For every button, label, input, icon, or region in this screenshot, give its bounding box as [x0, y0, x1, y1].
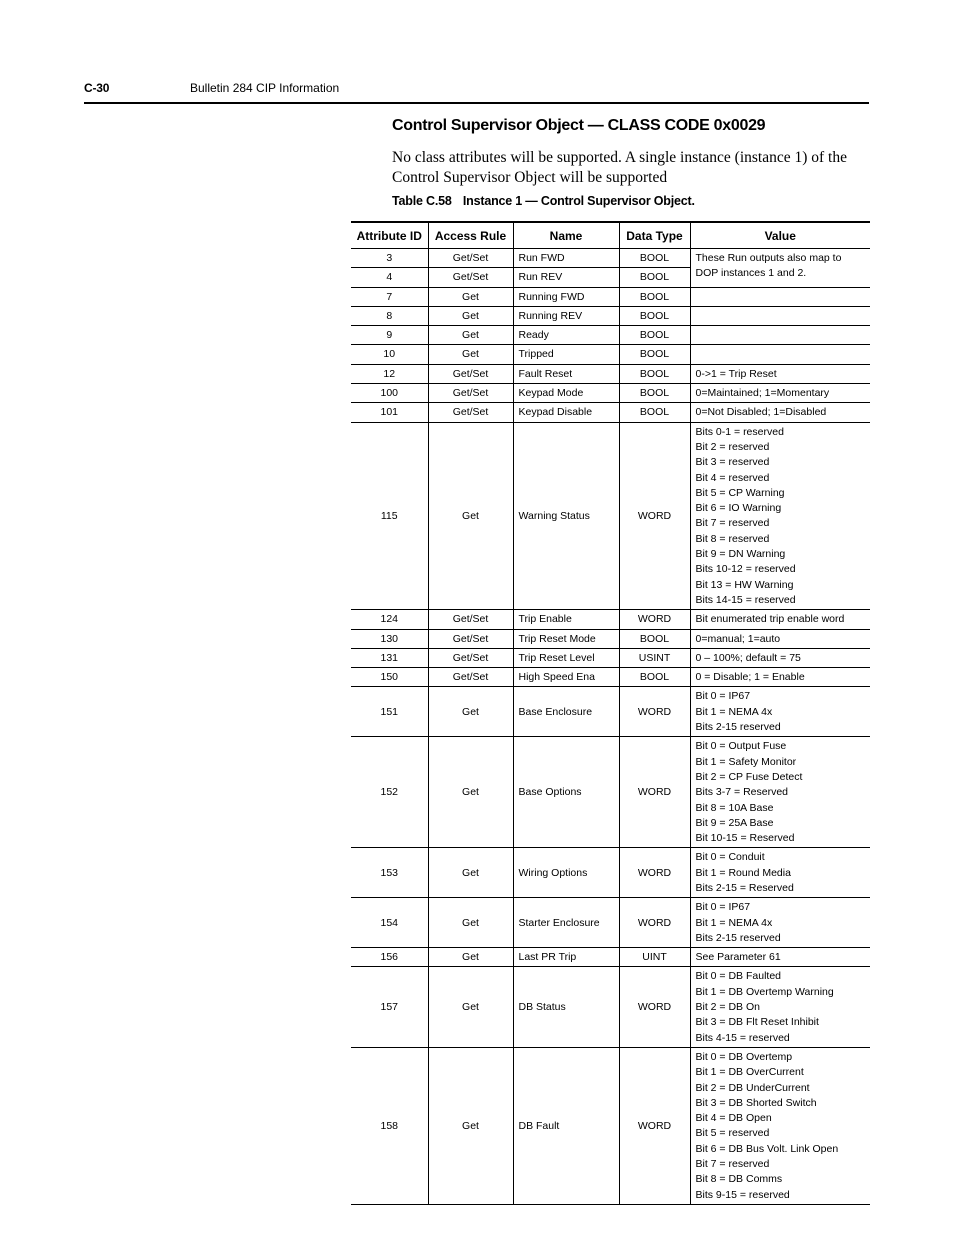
- data-type-cell: BOOL: [619, 268, 690, 287]
- value-line: Bit 3 = DB Flt Reset Inhibit: [695, 1016, 819, 1029]
- table-row: [351, 249, 870, 268]
- value-cell: [690, 422, 870, 610]
- value-line: Bits 9-15 = reserved: [695, 1188, 790, 1201]
- value-line: Bit 2 = reserved: [695, 440, 770, 453]
- access-rule-cell: Get: [428, 848, 513, 898]
- value-cell: [690, 948, 870, 967]
- section-title: Control Supervisor Object — CLASS CODE 0x0029: [392, 117, 766, 134]
- table-row: [351, 610, 870, 629]
- table-caption-label: Table C.58: [392, 194, 452, 208]
- table-caption: [392, 194, 695, 208]
- value-line: Bit 1 = NEMA 4x: [695, 916, 773, 929]
- data-type-cell: WORD: [619, 687, 690, 737]
- attribute-table: [351, 221, 870, 1205]
- page-number: C-30: [84, 81, 110, 95]
- value-line: Bit 3 = DB Shorted Switch: [695, 1096, 817, 1109]
- attribute-id-cell: 9: [351, 326, 428, 345]
- name-cell: High Speed Ena: [513, 668, 619, 687]
- value-line: Bit 6 = DB Bus Volt. Link Open: [695, 1142, 839, 1155]
- attribute-id-cell: 131: [351, 648, 428, 667]
- name-cell: Run FWD: [513, 249, 619, 268]
- table-row: [351, 737, 870, 848]
- value-line: Bit 3 = reserved: [695, 456, 770, 469]
- name-cell: Running REV: [513, 306, 619, 325]
- value-cell: [690, 326, 870, 345]
- attribute-id-cell: 152: [351, 737, 428, 848]
- access-rule-cell: Get: [428, 422, 513, 610]
- value-cell: [690, 648, 870, 667]
- access-rule-cell: Get/Set: [428, 668, 513, 687]
- name-cell: Base Options: [513, 737, 619, 848]
- access-rule-cell: Get/Set: [428, 629, 513, 648]
- attribute-id-cell: 157: [351, 967, 428, 1047]
- data-type-cell: WORD: [619, 422, 690, 610]
- value-cell: [690, 384, 870, 403]
- value-line: 0 = Disable; 1 = Enable: [695, 671, 805, 684]
- data-type-cell: WORD: [619, 848, 690, 898]
- table-row: [351, 967, 870, 1047]
- table-row: [351, 948, 870, 967]
- data-type-cell: WORD: [619, 967, 690, 1047]
- name-cell: Base Enclosure: [513, 687, 619, 737]
- value-cell: [690, 1047, 870, 1204]
- value-cell: [690, 967, 870, 1047]
- data-type-cell: UINT: [619, 948, 690, 967]
- attribute-id-cell: 150: [351, 668, 428, 687]
- name-cell: Keypad Mode: [513, 384, 619, 403]
- attribute-id-cell: 158: [351, 1047, 428, 1204]
- access-rule-cell: Get: [428, 345, 513, 364]
- value-cell: [690, 364, 870, 383]
- value-line: Bit 13 = HW Warning: [695, 578, 794, 591]
- name-cell: Trip Enable: [513, 610, 619, 629]
- data-type-cell: BOOL: [619, 668, 690, 687]
- table-row: [351, 326, 870, 345]
- data-type-cell: BOOL: [619, 287, 690, 306]
- header-rule: [84, 102, 869, 104]
- table-body: [351, 249, 870, 1205]
- value-line: Bit 1 = DB Overtemp Warning: [695, 985, 834, 998]
- attribute-id-cell: 130: [351, 629, 428, 648]
- value-cell: [690, 848, 870, 898]
- column-header-value: Value: [690, 222, 870, 249]
- table-row: [351, 364, 870, 383]
- table-row: [351, 384, 870, 403]
- table-row: [351, 287, 870, 306]
- value-line: 0 – 100%; default = 75: [695, 651, 801, 664]
- column-header-attribute-id: Attribute ID: [351, 222, 428, 249]
- access-rule-cell: Get/Set: [428, 384, 513, 403]
- value-line: Bit 7 = reserved: [695, 1158, 770, 1171]
- attribute-id-cell: 4: [351, 268, 428, 287]
- attribute-id-cell: 151: [351, 687, 428, 737]
- access-rule-cell: Get: [428, 306, 513, 325]
- value-cell: [690, 306, 870, 325]
- attribute-id-cell: 153: [351, 848, 428, 898]
- data-type-cell: BOOL: [619, 364, 690, 383]
- name-cell: Starter Enclosure: [513, 898, 619, 948]
- table-row: [351, 848, 870, 898]
- value-line: Bit 1 = Safety Monitor: [695, 755, 797, 768]
- table-header-row: [351, 222, 870, 249]
- value-cell: [690, 737, 870, 848]
- value-line: Bit 0 = DB Overtemp: [695, 1050, 793, 1063]
- access-rule-cell: Get/Set: [428, 249, 513, 268]
- attribute-id-cell: 101: [351, 403, 428, 422]
- value-line: Bit enumerated trip enable word: [695, 613, 845, 626]
- name-cell: Warning Status: [513, 422, 619, 610]
- table-caption-text: Instance 1 — Control Supervisor Object.: [462, 194, 695, 208]
- name-cell: Running FWD: [513, 287, 619, 306]
- data-type-cell: BOOL: [619, 249, 690, 268]
- access-rule-cell: Get: [428, 326, 513, 345]
- attribute-id-cell: 8: [351, 306, 428, 325]
- table-row: [351, 687, 870, 737]
- access-rule-cell: Get/Set: [428, 403, 513, 422]
- value-line: Bit 6 = IO Warning: [695, 502, 782, 515]
- value-cell: [690, 287, 870, 306]
- access-rule-cell: Get: [428, 1047, 513, 1204]
- value-line: Bits 0-1 = reserved: [695, 425, 784, 438]
- table-row: [351, 1047, 870, 1204]
- value-line: Bit 1 = DB OverCurrent: [695, 1066, 804, 1079]
- access-rule-cell: Get/Set: [428, 268, 513, 287]
- value-line: 0=manual; 1=auto: [695, 632, 781, 645]
- data-type-cell: WORD: [619, 898, 690, 948]
- value-line: 0=Not Disabled; 1=Disabled: [695, 406, 827, 419]
- value-cell: [690, 610, 870, 629]
- data-type-cell: WORD: [619, 737, 690, 848]
- value-line: Bit 0 = Conduit: [695, 851, 765, 864]
- data-type-cell: USINT: [619, 648, 690, 667]
- name-cell: Last PR Trip: [513, 948, 619, 967]
- table-row: [351, 422, 870, 610]
- value-cell: [690, 403, 870, 422]
- access-rule-cell: Get/Set: [428, 364, 513, 383]
- value-line: Bit 2 = CP Fuse Detect: [695, 770, 803, 783]
- table-row: [351, 345, 870, 364]
- table-row: [351, 668, 870, 687]
- access-rule-cell: Get/Set: [428, 610, 513, 629]
- value-cell: [690, 345, 870, 364]
- name-cell: DB Status: [513, 967, 619, 1047]
- attribute-id-cell: 115: [351, 422, 428, 610]
- name-cell: Fault Reset: [513, 364, 619, 383]
- attribute-id-cell: 12: [351, 364, 428, 383]
- intro-paragraph: No class attributes will be supported. A single instance (instance 1) of the Control Supervisor Object will be supported: [392, 149, 847, 186]
- value-line: Bit 5 = reserved: [695, 1127, 770, 1140]
- value-line: Bits 2-15 reserved: [695, 931, 781, 944]
- data-type-cell: BOOL: [619, 384, 690, 403]
- table-row: [351, 648, 870, 667]
- value-line: Bit 8 = DB Comms: [695, 1173, 783, 1186]
- access-rule-cell: Get: [428, 737, 513, 848]
- value-line: 0->1 = Trip Reset: [695, 367, 777, 380]
- column-header-access-rule: Access Rule: [428, 222, 513, 249]
- name-cell: Tripped: [513, 345, 619, 364]
- value-cell: [690, 629, 870, 648]
- value-line: Bit 5 = CP Warning: [695, 486, 785, 499]
- value-line: Bit 8 = reserved: [695, 532, 770, 545]
- table-row: [351, 898, 870, 948]
- value-cell: [690, 898, 870, 948]
- name-cell: Trip Reset Level: [513, 648, 619, 667]
- access-rule-cell: Get: [428, 687, 513, 737]
- value-line: Bit 2 = DB UnderCurrent: [695, 1081, 810, 1094]
- value-line: Bit 1 = NEMA 4x: [695, 705, 773, 718]
- name-cell: Ready: [513, 326, 619, 345]
- attribute-id-cell: 154: [351, 898, 428, 948]
- value-line: Bit 4 = DB Open: [695, 1112, 772, 1125]
- attribute-id-cell: 100: [351, 384, 428, 403]
- data-type-cell: BOOL: [619, 629, 690, 648]
- value-line: Bits 10-12 = reserved: [695, 563, 796, 576]
- running-header-title: Bulletin 284 CIP Information: [190, 81, 340, 95]
- column-header-name: Name: [513, 222, 619, 249]
- value-line: See Parameter 61: [695, 951, 781, 964]
- value-line: Bit 7 = reserved: [695, 517, 770, 530]
- data-type-cell: BOOL: [619, 306, 690, 325]
- value-line: Bits 3-7 = Reserved: [695, 786, 789, 799]
- data-type-cell: WORD: [619, 610, 690, 629]
- value-line: 0=Maintained; 1=Momentary: [695, 387, 830, 400]
- name-cell: Wiring Options: [513, 848, 619, 898]
- value-line: Bits 4-15 = reserved: [695, 1031, 790, 1044]
- value-line: Bit 1 = Round Media: [695, 866, 791, 879]
- data-type-cell: WORD: [619, 1047, 690, 1204]
- value-line: Bits 2-15 = Reserved: [695, 881, 794, 894]
- value-line: Bit 0 = IP67: [695, 690, 751, 703]
- attribute-id-cell: 3: [351, 249, 428, 268]
- value-line: Bit 2 = DB On: [695, 1001, 760, 1014]
- name-cell: DB Fault: [513, 1047, 619, 1204]
- access-rule-cell: Get: [428, 967, 513, 1047]
- value-line: Bit 4 = reserved: [695, 471, 770, 484]
- access-rule-cell: Get: [428, 287, 513, 306]
- column-header-data-type: Data Type: [619, 222, 690, 249]
- value-line: Bit 9 = 25A Base: [695, 816, 774, 829]
- attribute-id-cell: 156: [351, 948, 428, 967]
- value-cell: These Run outputs also map to DOP instances 1 and 2.: [690, 249, 870, 288]
- data-type-cell: BOOL: [619, 345, 690, 364]
- value-cell: [690, 687, 870, 737]
- value-line: Bits 2-15 reserved: [695, 721, 781, 734]
- data-type-cell: BOOL: [619, 403, 690, 422]
- table-row: [351, 306, 870, 325]
- data-type-cell: BOOL: [619, 326, 690, 345]
- table-row: [351, 629, 870, 648]
- table-row: [351, 403, 870, 422]
- attribute-id-cell: 10: [351, 345, 428, 364]
- attribute-id-cell: 124: [351, 610, 428, 629]
- value-line: Bits 14-15 = reserved: [695, 593, 796, 606]
- access-rule-cell: Get/Set: [428, 648, 513, 667]
- name-cell: Trip Reset Mode: [513, 629, 619, 648]
- value-line: Bit 10-15 = Reserved: [695, 832, 795, 845]
- value-line: Bit 0 = IP67: [695, 901, 751, 914]
- name-cell: Keypad Disable: [513, 403, 619, 422]
- access-rule-cell: Get: [428, 948, 513, 967]
- value-line: Bit 0 = Output Fuse: [695, 740, 787, 753]
- value-line: Bit 0 = DB Faulted: [695, 970, 782, 983]
- value-cell: [690, 668, 870, 687]
- name-cell: Run REV: [513, 268, 619, 287]
- value-line: Bit 9 = DN Warning: [695, 548, 786, 561]
- attribute-id-cell: 7: [351, 287, 428, 306]
- access-rule-cell: Get: [428, 898, 513, 948]
- value-line: Bit 8 = 10A Base: [695, 801, 774, 814]
